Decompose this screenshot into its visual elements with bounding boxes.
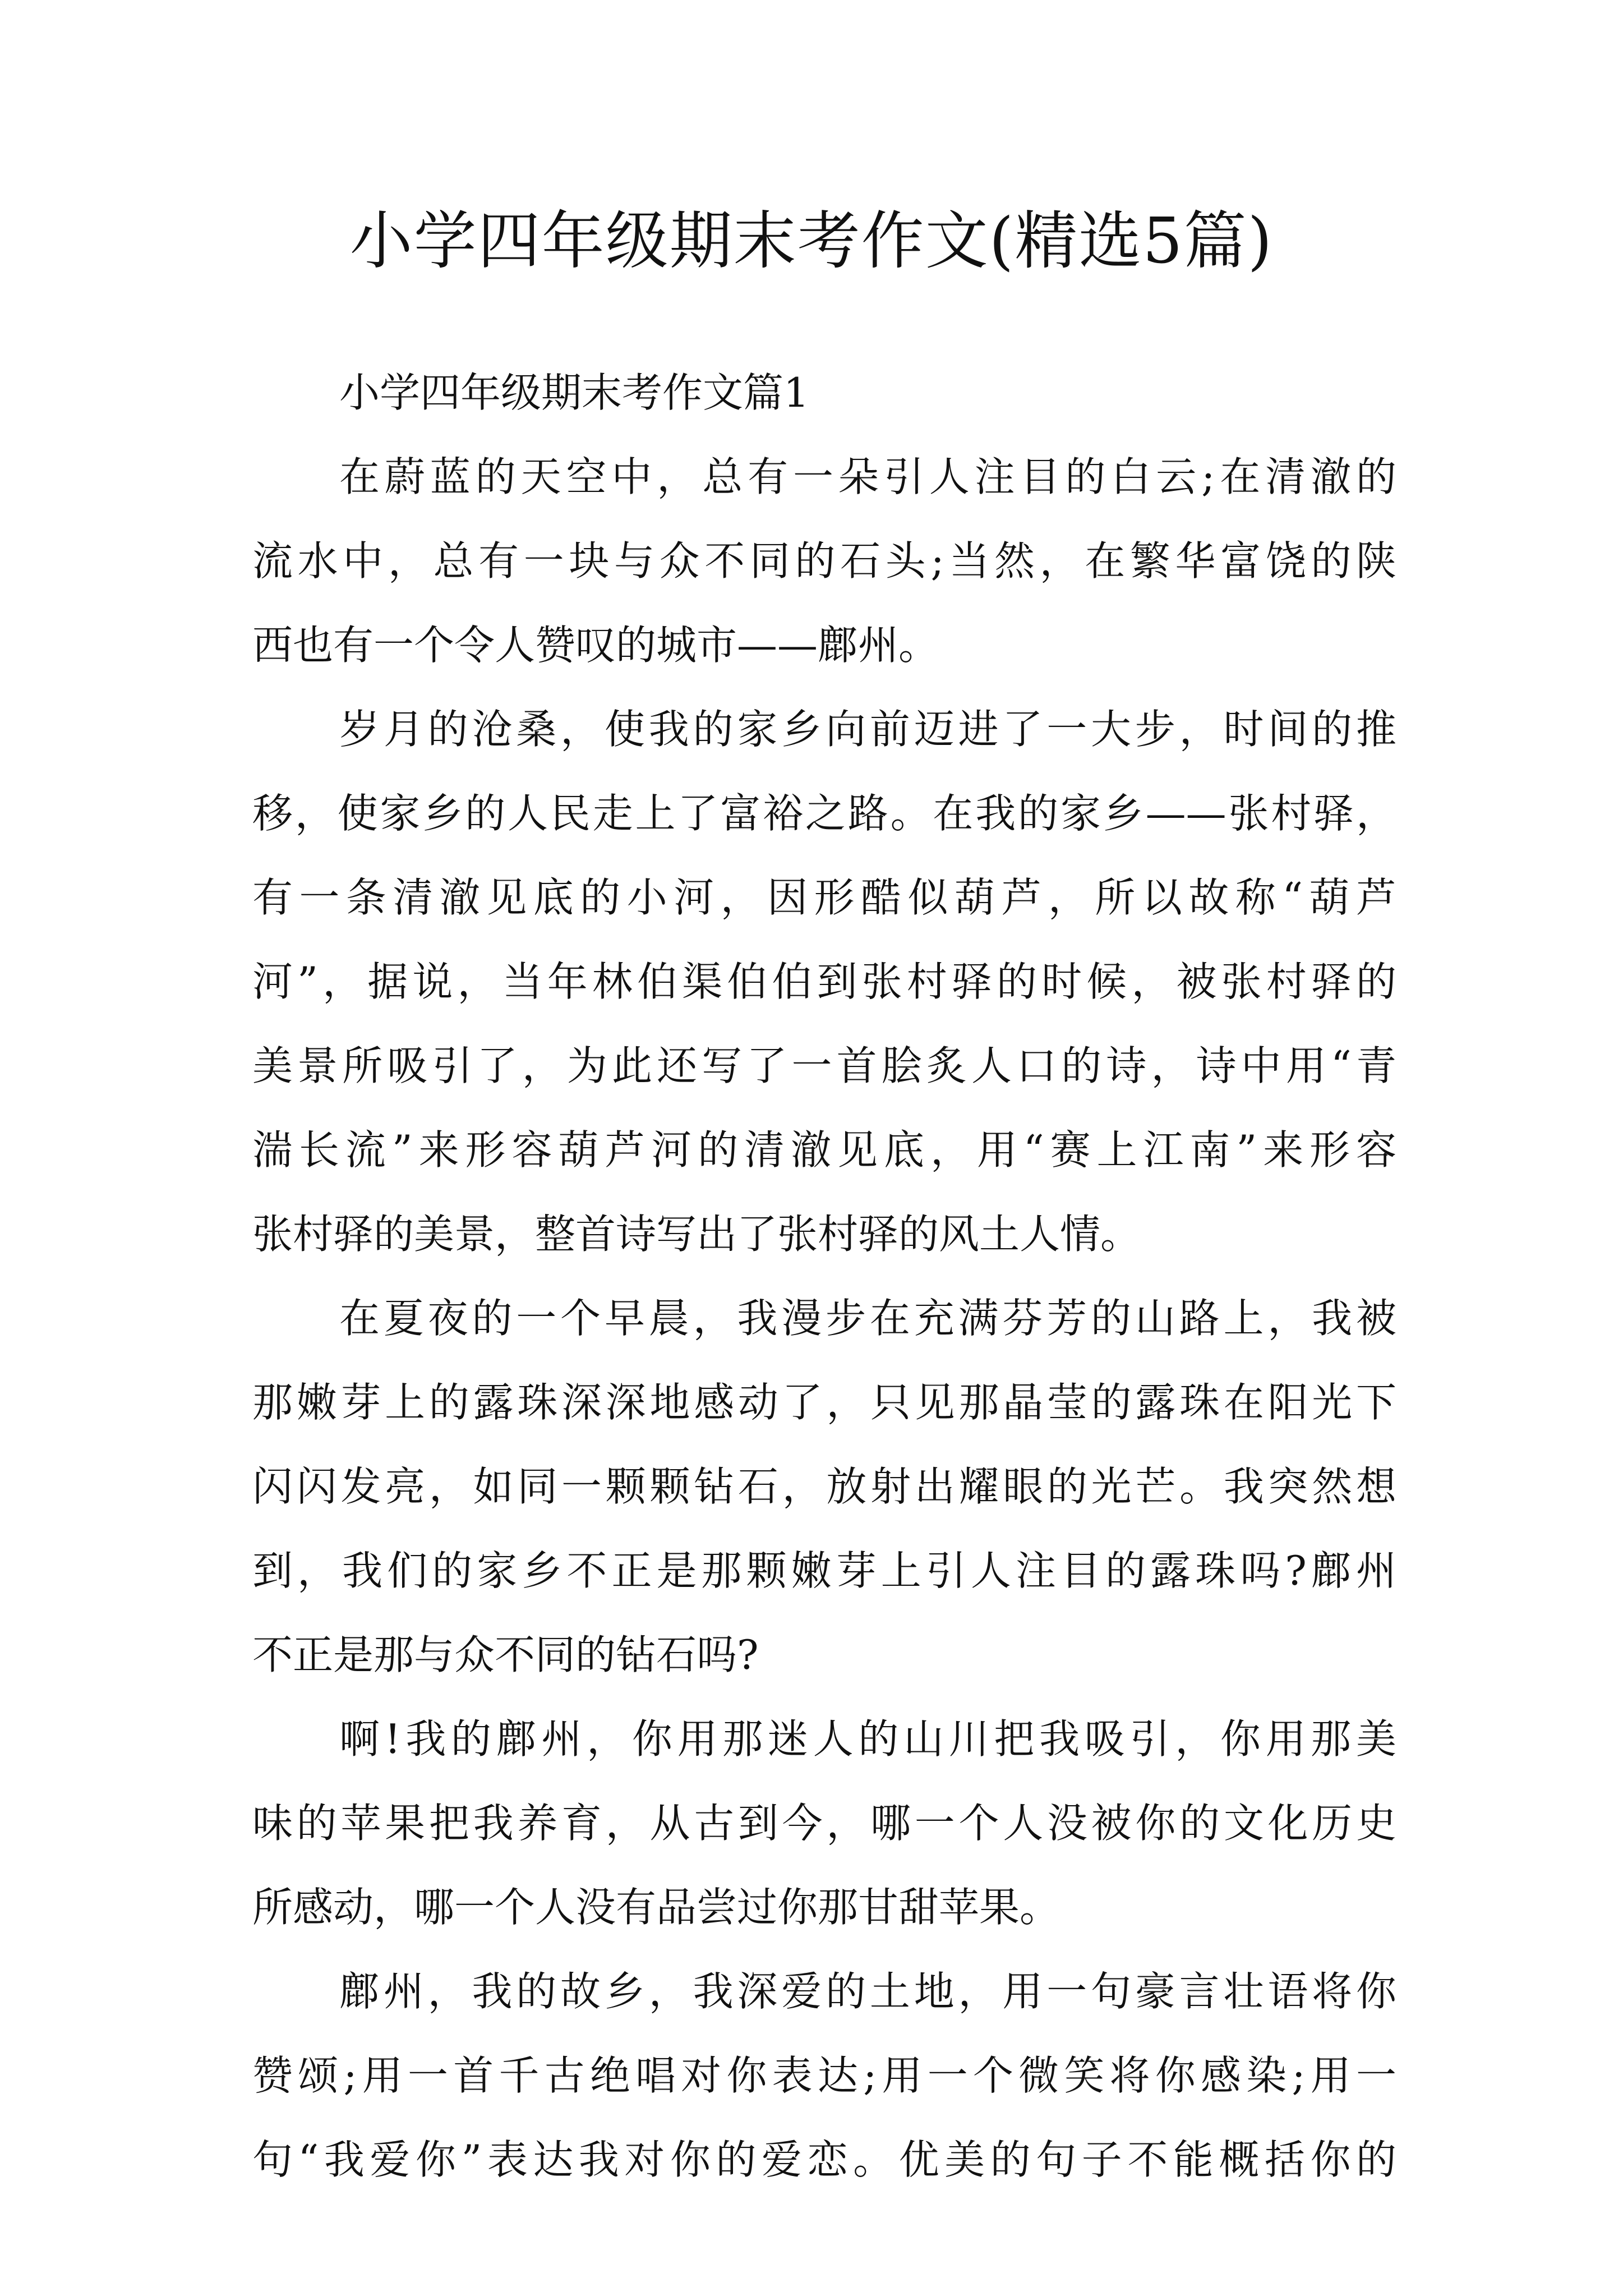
paragraph-line: 美景所吸引了，为此还写了一首脍炙人口的诗，诗中用“青 (252, 1042, 1396, 1089)
paragraph (252, 1949, 1396, 2202)
paragraph-line: 西也有一个令人赞叹的城市——鄜州。 (252, 622, 939, 669)
paragraph-line: 张村驿的美景，整首诗写出了张村驿的风土人情。 (252, 1211, 1141, 1258)
paragraph-line: 鄜州，我的故乡，我深爱的土地，用一句豪言壮语将你 (339, 1968, 1396, 2015)
document-title: 小学四年级期末考作文(精选5篇) (349, 205, 1274, 278)
paragraph (252, 687, 1396, 1276)
paragraph-line: 移，使家乡的人民走上了富裕之路。在我的家乡——张村驿， (252, 790, 1396, 837)
paragraph-list (252, 435, 1396, 2202)
paragraph-line: 赞颂;用一首千古绝唱对你表达;用一个微笑将你感染;用一 (252, 2052, 1396, 2099)
paragraph-line: 岁月的沧桑，使我的家乡向前迈进了一大步，时间的推 (339, 706, 1396, 753)
paragraph-line: 湍长流”来形容葫芦河的清澈见底，用“赛上江南”来形容 (252, 1126, 1396, 1174)
paragraph-line: 流水中，总有一块与众不同的石头;当然，在繁华富饶的陕 (252, 537, 1396, 585)
paragraph-line: 在蔚蓝的天空中，总有一朵引人注目的白云;在清澈的 (339, 453, 1396, 500)
paragraph (252, 435, 1396, 687)
paragraph (252, 1697, 1396, 1949)
paragraph-line: 所感动，哪一个人没有品尝过你那甘甜苹果。 (252, 1884, 1061, 1931)
paragraph-line: 在夏夜的一个早晨，我漫步在充满芬芳的山路上，我被 (339, 1295, 1396, 1342)
paragraph-line: 啊!我的鄜州，你用那迷人的山川把我吸引，你用那美 (339, 1715, 1396, 1763)
paragraph-line: 河”，据说，当年林伯渠伯伯到张村驿的时候，被张村驿的 (252, 958, 1396, 1005)
paragraph (252, 1276, 1396, 1697)
paragraph-line: 句“我爱你”表达我对你的爱恋。优美的句子不能概括你的 (252, 2136, 1396, 2183)
paragraph-line: 到，我们的家乡不正是那颗嫩芽上引人注目的露珠吗?鄜州 (252, 1547, 1396, 1594)
paragraph-line: 闪闪发亮，如同一颗颗钻石，放射出耀眼的光芒。我突然想 (252, 1463, 1396, 1510)
essay-subheading: 小学四年级期末考作文篇1 (339, 369, 809, 416)
document-body (252, 351, 1396, 2202)
paragraph-line: 味的苹果把我养育，从古到今，哪一个人没被你的文化历史 (252, 1800, 1396, 1847)
paragraph-line: 那嫩芽上的露珠深深地感动了，只见那晶莹的露珠在阳光下 (252, 1379, 1396, 1426)
paragraph-line: 有一条清澈见底的小河，因形酷似葫芦，所以故称“葫芦 (252, 874, 1396, 921)
paragraph-line: 不正是那与众不同的钻石吗? (252, 1631, 759, 1678)
